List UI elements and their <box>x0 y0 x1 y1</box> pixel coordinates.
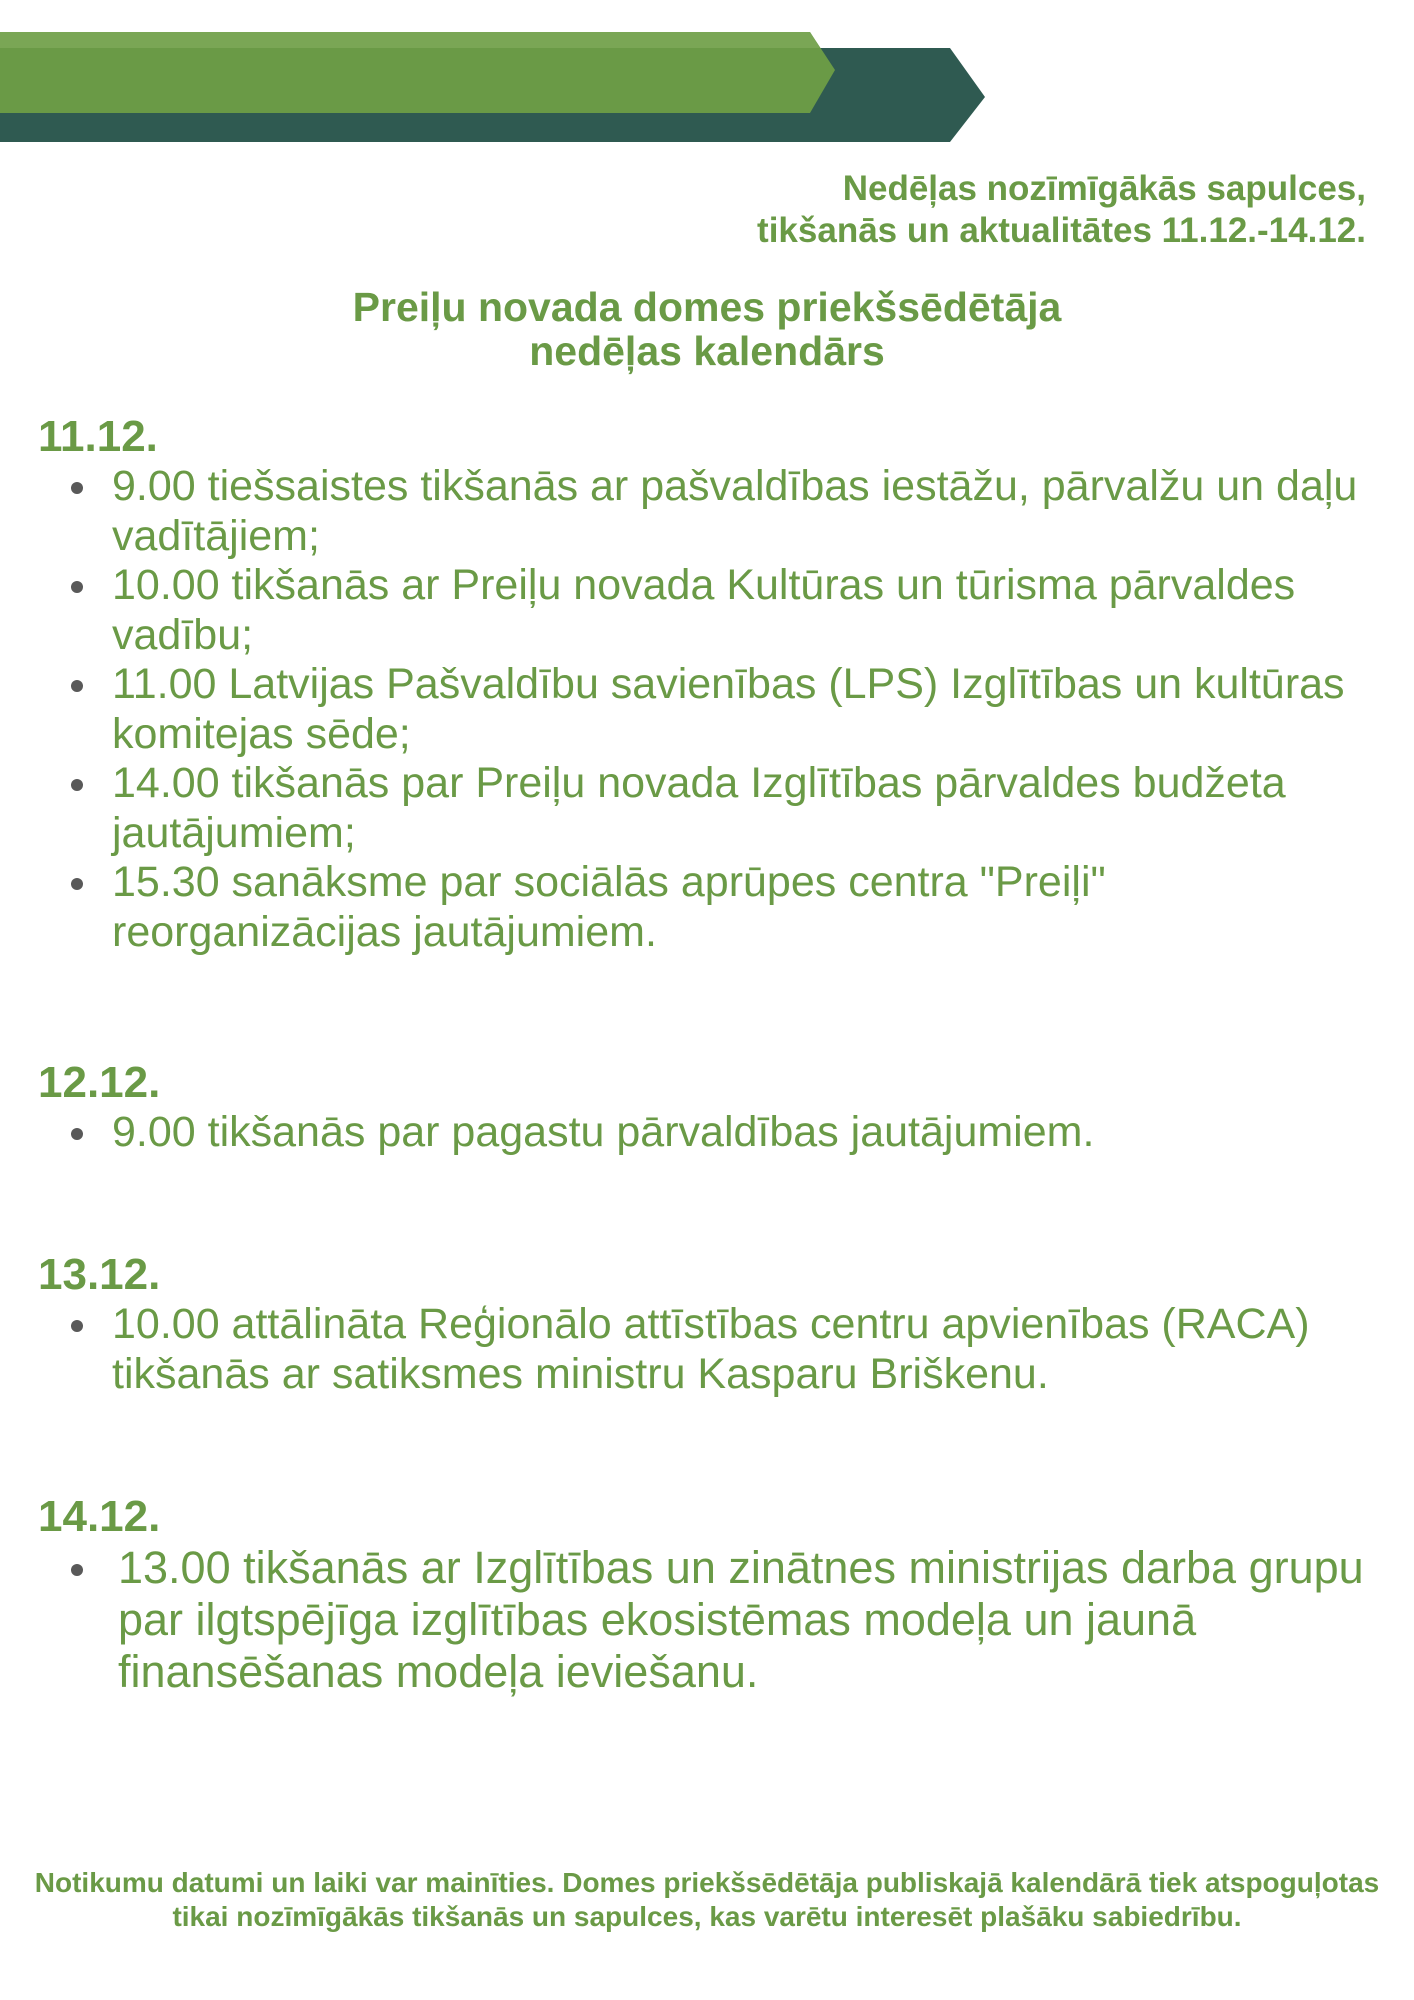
event-item: 9.00 tikšanās par pagastu pārvaldības jautājumiem. <box>38 1108 1378 1158</box>
calendar-title-line2: nedēļas kalendārs <box>529 328 885 374</box>
calendar-title-line1: Preiļu novada domes priekšsēdētāja <box>352 284 1062 330</box>
day-date: 11.12. <box>38 412 158 461</box>
bullet-icon <box>71 779 83 791</box>
day-date: 12.12. <box>38 1058 161 1107</box>
bullet-icon <box>71 1320 83 1332</box>
event-item: 15.30 sanāksme par sociālās aprūpes centra "Preiļi" reorganizācijas jautājumiem. <box>38 858 1378 957</box>
event-item: 13.00 tikšanās ar Izglītības un zinātnes ministrijas darba grupu par ilgtspējīga izglītības ekosistēmas modeļa un jaunā finansēšanas modeļa ieviešanu. <box>38 1542 1378 1698</box>
event-list <box>38 1108 1378 1158</box>
header-banner <box>0 0 1000 150</box>
week-heading-line2: tikšanās un aktualitātes 11.12.-14.12. <box>757 211 1366 250</box>
day-section-11-12 <box>38 412 1378 957</box>
day-date: 13.12. <box>38 1250 161 1299</box>
day-section-13-12 <box>38 1250 1378 1399</box>
bullet-icon <box>71 1564 83 1576</box>
event-item: 14.00 tikšanās par Preiļu novada Izglītības pārvaldes budžeta jautājumiem; <box>38 759 1378 858</box>
bullet-icon <box>71 1128 83 1140</box>
event-item: 11.00 Latvijas Pašvaldību savienības (LPS) Izglītības un kultūras komitejas sēde; <box>38 660 1378 759</box>
week-heading <box>466 168 1366 252</box>
day-section-14-12 <box>38 1492 1378 1698</box>
event-item: 9.00 tiešsaistes tikšanās ar pašvaldības iestāžu, pārvalžu un daļu vadītājiem; <box>38 462 1378 561</box>
event-item: 10.00 attālināta Reģionālo attīstības centru apvienības (RACA) tikšanās ar satiksmes ministru Kasparu Briškenu. <box>38 1300 1378 1399</box>
footer-disclaimer: Notikumu datumi un laiki var mainīties. Domes priekšsēdētāja publiskajā kalendārā tiek atspoguļotas tikai nozīmīgākās tikšanās un sapulces, kas varētu interesēt plašāku sabiedrību. <box>34 1867 1380 1932</box>
banner-light-strip <box>0 32 820 48</box>
day-date: 14.12. <box>38 1492 161 1541</box>
event-item: 10.00 tikšanās ar Preiļu novada Kultūras un tūrisma pārvaldes vadību; <box>38 561 1378 660</box>
event-list <box>38 1542 1378 1698</box>
bullet-icon <box>71 482 83 494</box>
bullet-icon <box>71 680 83 692</box>
day-section-12-12 <box>38 1058 1378 1158</box>
bullet-icon <box>71 878 83 890</box>
bullet-icon <box>71 581 83 593</box>
event-list <box>38 1300 1378 1399</box>
calendar-title <box>0 285 1414 373</box>
event-list <box>38 462 1378 957</box>
week-heading-line1: Nedēļas nozīmīgākās sapulces, <box>842 169 1366 208</box>
